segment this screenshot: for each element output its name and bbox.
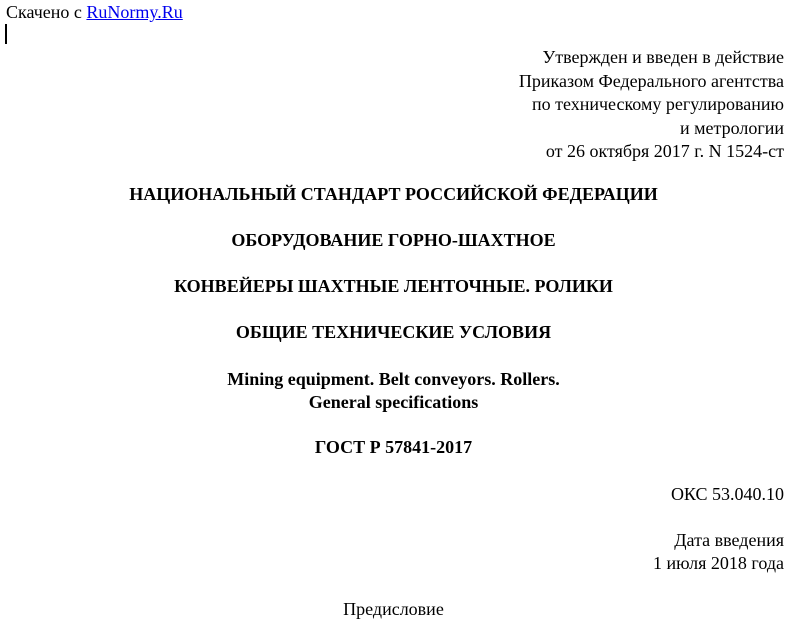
approval-line: от 26 октября 2017 г. N 1524-ст bbox=[545, 141, 784, 161]
english-title-line-1: Mining equipment. Belt conveyors. Rollers. bbox=[227, 369, 560, 389]
introduction-date: 1 июля 2018 года bbox=[653, 553, 784, 573]
subject-heading: КОНВЕЙЕРЫ ШАХТНЫЕ ЛЕНТОЧНЫЕ. РОЛИКИ bbox=[174, 276, 613, 296]
english-title-line-2: General specifications bbox=[308, 392, 479, 412]
spec-heading: ОБЩИЕ ТЕХНИЧЕСКИЕ УСЛОВИЯ bbox=[235, 322, 552, 342]
approval-line: по техническому регулированию bbox=[531, 94, 784, 114]
introduction-label: Дата введения bbox=[674, 530, 784, 550]
source-prefix: Скачено с bbox=[6, 2, 87, 22]
gost-number: ГОСТ Р 57841-2017 bbox=[314, 437, 473, 457]
approval-line: и метрологии bbox=[680, 117, 784, 138]
source-link[interactable]: RuNormy.Ru bbox=[86, 2, 183, 22]
preface-title: Предисловие bbox=[343, 599, 444, 619]
approval-line: Приказом Федерального агентства bbox=[518, 70, 784, 91]
standard-type-heading: НАЦИОНАЛЬНЫЙ СТАНДАРТ РОССИЙСКОЙ ФЕДЕРАЦИИ bbox=[129, 184, 658, 204]
approval-line: Утвержден и введен в действие bbox=[542, 47, 784, 67]
approval-block bbox=[519, 46, 784, 164]
text-cursor bbox=[5, 24, 7, 44]
equipment-heading: ОБОРУДОВАНИЕ ГОРНО-ШАХТНОЕ bbox=[231, 230, 556, 250]
source-line bbox=[6, 1, 183, 23]
oks-code: ОКС 53.040.10 bbox=[670, 484, 784, 504]
